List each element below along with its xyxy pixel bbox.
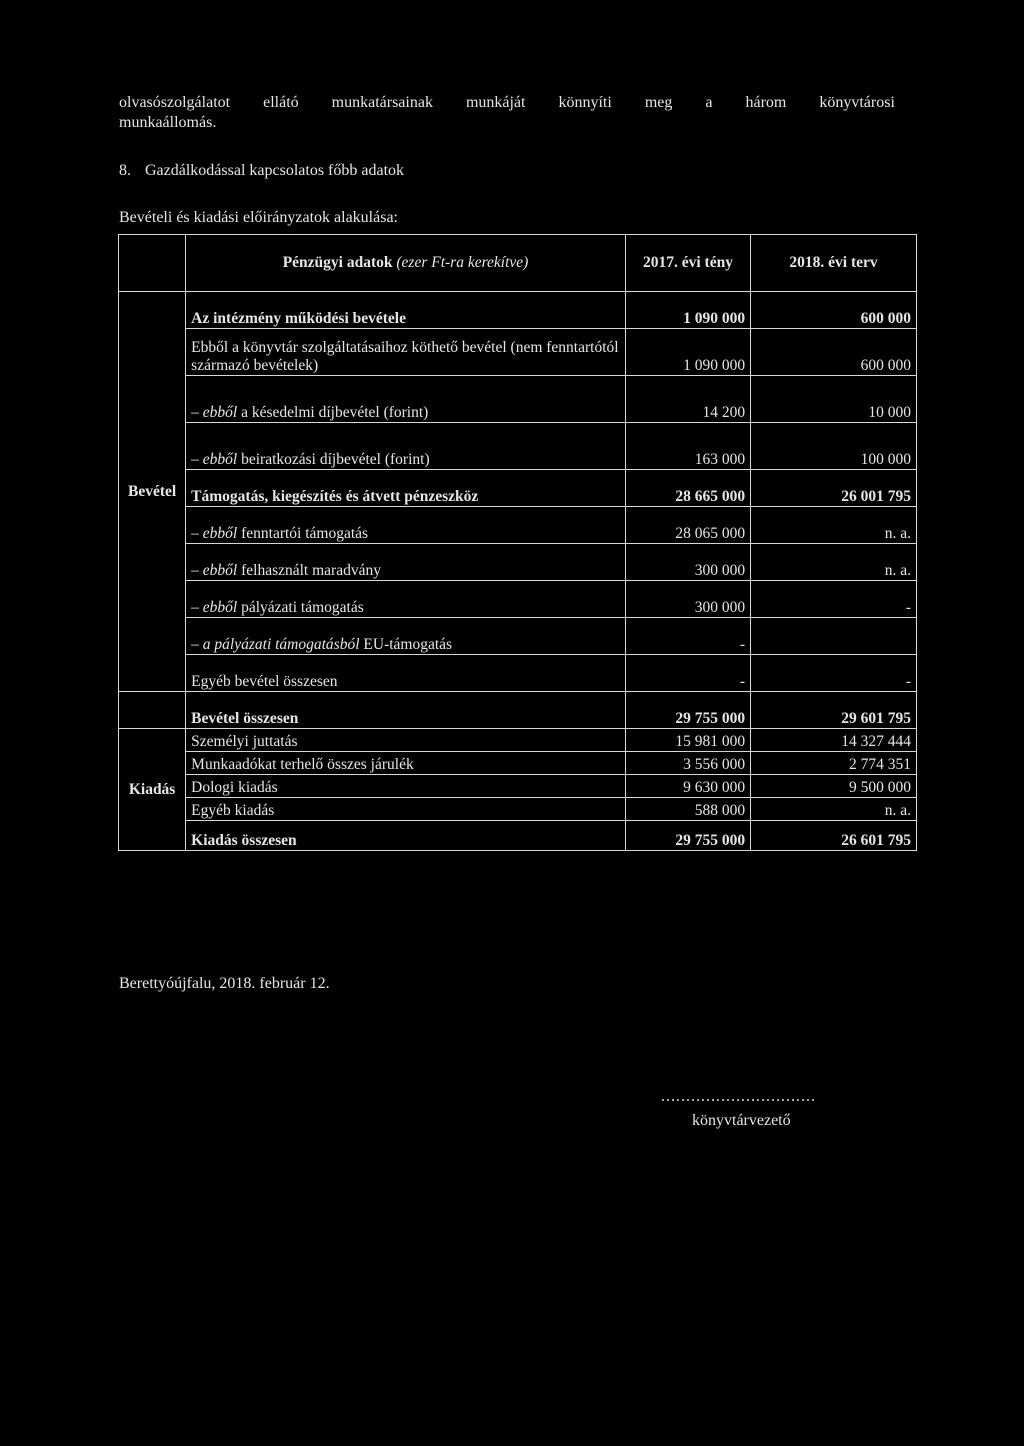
intro-word: munkáját bbox=[465, 94, 526, 111]
value-2018: 2 774 351 bbox=[751, 752, 917, 775]
value-2018: 29 601 795 bbox=[751, 692, 917, 729]
row-label bbox=[186, 376, 626, 423]
row-prefix: – bbox=[191, 599, 203, 616]
section-heading bbox=[119, 162, 404, 180]
table-row bbox=[119, 507, 917, 544]
row-label: Bevétel összesen bbox=[186, 692, 626, 729]
value-2018: n. a. bbox=[751, 798, 917, 821]
table-header-row bbox=[119, 235, 917, 292]
row-label: Kiadás összesen bbox=[186, 821, 626, 851]
row-prefix: – bbox=[191, 451, 203, 468]
row-label: Támogatás, kiegészítés és átvett pénzeszköz bbox=[186, 470, 626, 507]
value-2017: 9 630 000 bbox=[625, 775, 750, 798]
value-2018: 600 000 bbox=[751, 329, 917, 376]
section-number: 8. bbox=[119, 162, 131, 179]
value-2018: 9 500 000 bbox=[751, 775, 917, 798]
table-subtitle: Bevételi és kiadási előirányzatok alakulása: bbox=[119, 209, 398, 226]
intro-line-2: munkaállomás. bbox=[119, 114, 217, 131]
value-2018 bbox=[751, 618, 917, 655]
table-row bbox=[119, 376, 917, 423]
table-row bbox=[119, 423, 917, 470]
header-2018: 2018. évi terv bbox=[751, 235, 917, 292]
header-label-cell bbox=[186, 235, 626, 292]
row-label bbox=[186, 507, 626, 544]
row-text: pályázati támogatás bbox=[237, 599, 364, 616]
value-2017: 163 000 bbox=[625, 423, 750, 470]
intro-line-1 bbox=[119, 93, 895, 113]
value-2017: 588 000 bbox=[625, 798, 750, 821]
value-2018: 600 000 bbox=[751, 292, 917, 329]
row-label: Egyéb kiadás bbox=[186, 798, 626, 821]
row-label: Munkaadókat terhelő összes járulék bbox=[186, 752, 626, 775]
value-2017: 28 065 000 bbox=[625, 507, 750, 544]
row-label bbox=[186, 423, 626, 470]
value-2018: n. a. bbox=[751, 507, 917, 544]
value-2017: 3 556 000 bbox=[625, 752, 750, 775]
finance-table bbox=[118, 234, 917, 851]
header-label-note: (ezer Ft-ra kerekítve) bbox=[396, 254, 529, 271]
row-prefix: – bbox=[191, 525, 203, 542]
row-text: beiratkozási díjbevétel (forint) bbox=[237, 451, 430, 468]
table-row bbox=[119, 821, 917, 851]
intro-word: olvasószolgálatot bbox=[119, 94, 231, 111]
row-emphasis: ebből bbox=[202, 562, 238, 579]
value-2017: - bbox=[625, 655, 750, 692]
header-2017: 2017. évi tény bbox=[625, 235, 750, 292]
row-label bbox=[186, 618, 626, 655]
value-2018: - bbox=[751, 581, 917, 618]
row-text: EU-támogatás bbox=[359, 636, 453, 653]
value-2017: 29 755 000 bbox=[625, 821, 750, 851]
value-2017: - bbox=[625, 618, 750, 655]
signature-dots: ............................... bbox=[661, 1088, 816, 1105]
table-row bbox=[119, 292, 917, 329]
row-emphasis: ebből bbox=[202, 404, 238, 421]
intro-word: könnyíti bbox=[558, 94, 612, 111]
row-emphasis: ebből bbox=[202, 599, 238, 616]
table-row bbox=[119, 581, 917, 618]
intro-word: könyvtárosi bbox=[819, 94, 895, 111]
signer-title: könyvtárvezető bbox=[692, 1112, 791, 1129]
value-2018: n. a. bbox=[751, 544, 917, 581]
row-prefix: – bbox=[191, 636, 203, 653]
table-row bbox=[119, 544, 917, 581]
table-row bbox=[119, 729, 917, 752]
table-row bbox=[119, 775, 917, 798]
table-row bbox=[119, 618, 917, 655]
value-2017: 15 981 000 bbox=[625, 729, 750, 752]
table-row bbox=[119, 798, 917, 821]
row-prefix: – bbox=[191, 562, 203, 579]
intro-word: három bbox=[745, 94, 787, 111]
value-2017: 14 200 bbox=[625, 376, 750, 423]
value-2018: 14 327 444 bbox=[751, 729, 917, 752]
header-label-main: Pénzügyi adatok bbox=[282, 254, 393, 271]
section-title: Gazdálkodással kapcsolatos főbb adatok bbox=[145, 162, 405, 179]
value-2018: 26 001 795 bbox=[751, 470, 917, 507]
row-emphasis: ebből bbox=[202, 525, 238, 542]
value-2017: 28 665 000 bbox=[625, 470, 750, 507]
row-label bbox=[186, 544, 626, 581]
row-label bbox=[186, 581, 626, 618]
group-revenue: Bevétel bbox=[119, 292, 186, 692]
row-emphasis: ebből bbox=[202, 451, 238, 468]
row-prefix: – bbox=[191, 404, 203, 421]
value-2018: 10 000 bbox=[751, 376, 917, 423]
value-2018: 100 000 bbox=[751, 423, 917, 470]
table-row bbox=[119, 329, 917, 376]
table-row bbox=[119, 752, 917, 775]
row-label: Dologi kiadás bbox=[186, 775, 626, 798]
intro-word: munkatársainak bbox=[331, 94, 433, 111]
intro-paragraph bbox=[119, 93, 895, 133]
intro-word: ellátó bbox=[263, 94, 299, 111]
row-text: a késedelmi díjbevétel (forint) bbox=[237, 404, 429, 421]
group-empty bbox=[119, 692, 186, 729]
value-2018: - bbox=[751, 655, 917, 692]
row-label: Ebből a könyvtár szolgáltatásaihoz köthető bevétel (nem fenntartótól származó bevételek) bbox=[186, 329, 626, 376]
value-2017: 1 090 000 bbox=[625, 329, 750, 376]
row-label: Személyi juttatás bbox=[186, 729, 626, 752]
group-expense: Kiadás bbox=[119, 729, 186, 851]
value-2017: 300 000 bbox=[625, 544, 750, 581]
row-text: fenntartói támogatás bbox=[237, 525, 369, 542]
place-date: Berettyóújfalu, 2018. február 12. bbox=[119, 975, 330, 992]
intro-word: meg bbox=[644, 94, 673, 111]
row-emphasis: a pályázati támogatásból bbox=[202, 636, 360, 653]
header-empty-cell bbox=[119, 235, 186, 292]
value-2018: 26 601 795 bbox=[751, 821, 917, 851]
value-2017: 1 090 000 bbox=[625, 292, 750, 329]
row-text: felhasznált maradvány bbox=[237, 562, 381, 579]
table-row bbox=[119, 470, 917, 507]
table-row bbox=[119, 655, 917, 692]
row-label: Az intézmény működési bevétele bbox=[186, 292, 626, 329]
table-row bbox=[119, 692, 917, 729]
value-2017: 29 755 000 bbox=[625, 692, 750, 729]
value-2017: 300 000 bbox=[625, 581, 750, 618]
intro-word: a bbox=[705, 94, 713, 111]
row-label: Egyéb bevétel összesen bbox=[186, 655, 626, 692]
